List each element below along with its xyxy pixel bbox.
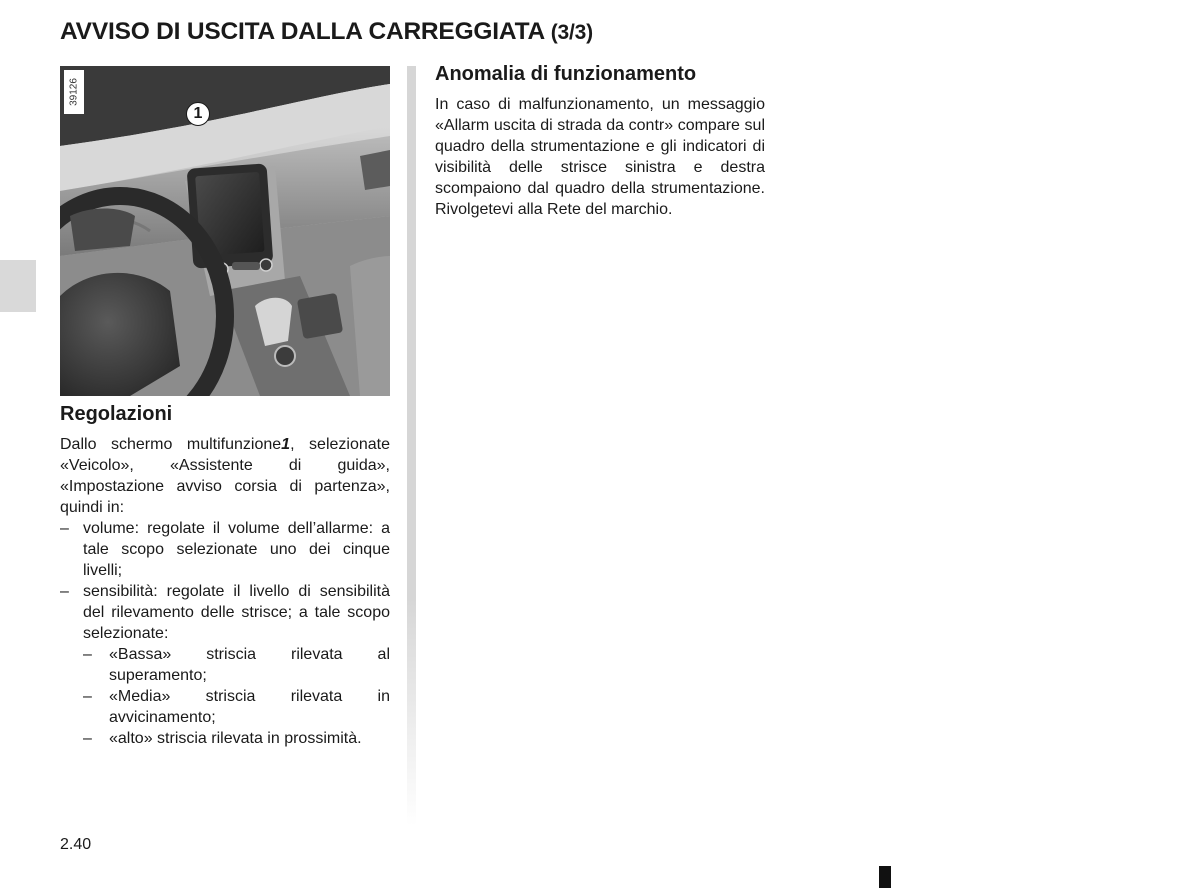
section-regolazioni bbox=[60, 400, 390, 749]
page-title bbox=[60, 18, 593, 46]
settings-list bbox=[60, 518, 390, 749]
regolazioni-intro bbox=[60, 434, 390, 518]
section-heading-regolazioni: Regolazioni bbox=[60, 403, 173, 425]
anomalia-text: In caso di malfunzionamento, un messaggio «Allarm uscita di strada da contr» compare sul quadro della strumentazione e gli indicatori di visibilità delle strisce sinistra e destra scompaiono dal quadro della strumentazione. Rivolgetevi alla Rete del marchio. bbox=[435, 96, 765, 218]
dashboard-drawing bbox=[60, 66, 390, 396]
sensitivity-text: sensibilità: regolate il livello di sensibilità del rilevamento delle strisce; a tale scopo selezionate: bbox=[83, 583, 390, 642]
sub-item-alto: – «alto» striscia rilevata in prossimità. bbox=[83, 728, 390, 749]
page-edge-marker bbox=[879, 866, 891, 888]
intro-text-start: Dallo schermo multifunzione bbox=[60, 436, 282, 453]
callout-1: 1 bbox=[186, 102, 210, 126]
callout-reference: 1 bbox=[281, 436, 291, 453]
sensitivity-options bbox=[83, 644, 390, 749]
figure-reference-code bbox=[64, 70, 84, 114]
column-divider bbox=[407, 66, 416, 826]
list-item-volume: – volume: regolate il volume dell’allarme: a tale scopo selezionate uno dei cinque livelli; bbox=[60, 518, 390, 581]
intro-text-end: , selezionate «Veicolo», «Assistente di guida», «Impostazione avviso corsia di partenza», quindi in: bbox=[60, 436, 390, 516]
page-number: 2.40 bbox=[60, 836, 92, 853]
page-title-part-indicator: (3/3) bbox=[550, 21, 593, 44]
list-item-sensitivity bbox=[60, 581, 390, 749]
sub-item-media: – «Media» striscia rilevata in avvicinamento; bbox=[83, 686, 390, 728]
section-anomalia bbox=[435, 60, 765, 220]
page-title-text: AVVISO DI USCITA DALLA CARREGGIATA bbox=[60, 18, 545, 45]
section-heading-anomalia: Anomalia di funzionamento bbox=[435, 63, 697, 85]
sub-item-bassa: – «Bassa» striscia rilevata al superamento; bbox=[83, 644, 390, 686]
chapter-tab-marker bbox=[0, 260, 36, 312]
dashboard-illustration bbox=[60, 66, 390, 396]
figure-code-text: 39126 bbox=[68, 78, 80, 106]
